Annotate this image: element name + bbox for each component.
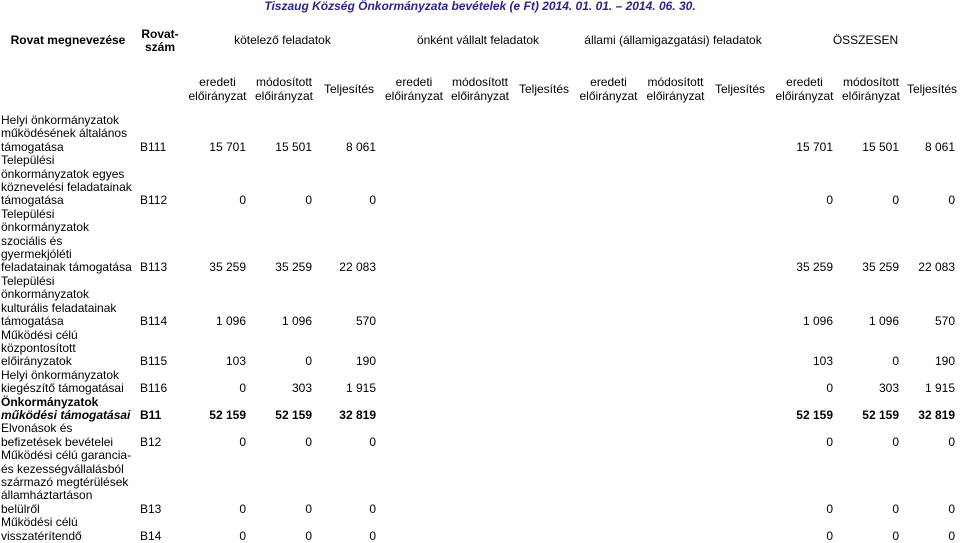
- cell-voluntary-original: [381, 449, 447, 516]
- cell-state-actual: [709, 275, 771, 329]
- table-row: [0, 422, 960, 449]
- header-original-estimate: eredeti előirányzat: [775, 75, 834, 103]
- table-row: [0, 329, 960, 369]
- cell-total-original: 52 159: [796, 407, 833, 422]
- header-rovatszam-line1: Rovat-: [141, 26, 179, 41]
- revenue-table: [0, 10, 960, 543]
- cell-voluntary-original: [381, 154, 447, 208]
- cell-voluntary-actual: [513, 422, 575, 449]
- cell-state-original: [575, 106, 642, 154]
- cell-mandatory-original: 0: [239, 501, 246, 516]
- row-code: B115: [140, 354, 168, 369]
- header-rovatszam-line2: szám: [144, 40, 176, 54]
- cell-mandatory-modified: 0: [305, 501, 312, 516]
- cell-mandatory-modified: 15 501: [275, 139, 312, 154]
- cell-state-modified: [642, 516, 709, 543]
- cell-voluntary-actual: [513, 208, 575, 275]
- cell-mandatory-actual: 0: [369, 528, 376, 543]
- header-rovat-megnevezese: Rovat megnevezése: [10, 33, 126, 48]
- cell-voluntary-modified: [447, 106, 513, 154]
- cell-voluntary-original: [381, 422, 447, 449]
- cell-total-modified: 303: [878, 381, 899, 396]
- row-name: Elvonások és befizetések bevételei: [1, 421, 114, 449]
- header-modified-estimate: módosított előirányzat: [841, 75, 901, 103]
- cell-voluntary-modified: [447, 275, 513, 329]
- row-name: Települési önkormányzatok egyes köznevelési feladatainak támogatása: [1, 153, 132, 208]
- cell-total-original: 0: [826, 434, 833, 449]
- row-name: Működési célú garancia- és kezességvállalásból származó megtérülések államháztartáson belülről: [1, 448, 132, 516]
- cell-mandatory-original: 0: [239, 193, 246, 208]
- cell-voluntary-actual: [513, 275, 575, 329]
- cell-total-modified: 0: [892, 434, 899, 449]
- cell-state-modified: [642, 208, 709, 275]
- cell-mandatory-actual: 0: [369, 501, 376, 516]
- header-row-groups: [0, 10, 960, 72]
- header-actual: Teljesítés: [323, 82, 375, 96]
- row-name-line1: Önkormányzatok: [1, 394, 99, 409]
- cell-voluntary-modified: [447, 449, 513, 516]
- header-modified-estimate: módosított előirányzat: [646, 75, 705, 103]
- cell-voluntary-actual: [513, 106, 575, 154]
- cell-voluntary-modified: [447, 154, 513, 208]
- cell-total-actual: 0: [948, 193, 955, 208]
- cell-total-original: 1 096: [802, 314, 833, 328]
- cell-total-original: 15 701: [796, 139, 833, 154]
- cell-total-original: 0: [826, 193, 833, 208]
- cell-total-actual: 32 819: [918, 407, 955, 422]
- row-name: Helyi önkormányzatok működésének általános támogatása: [1, 113, 128, 154]
- row-code: B14: [140, 528, 162, 543]
- row-name: Települési önkormányzatok kulturális feladatainak támogatása: [1, 273, 117, 329]
- cell-voluntary-actual: [513, 154, 575, 208]
- cell-state-actual: [709, 516, 771, 543]
- header-group-voluntary: önként vállalt feladatok: [416, 33, 540, 48]
- cell-voluntary-modified: [447, 396, 513, 423]
- cell-state-original: [575, 422, 642, 449]
- cell-total-actual: 1 915: [924, 381, 955, 396]
- cell-voluntary-modified: [447, 369, 513, 396]
- header-rovatszam: [136, 10, 184, 72]
- cell-mandatory-original: 35 259: [209, 260, 246, 275]
- header-empty: [0, 72, 136, 106]
- cell-total-modified: 0: [892, 354, 899, 369]
- cell-mandatory-modified: 35 259: [275, 260, 312, 275]
- header-group-mandatory: kötelező feladatok: [234, 33, 331, 48]
- cell-state-modified: [642, 396, 709, 423]
- cell-voluntary-original: [381, 106, 447, 154]
- cell-voluntary-actual: [513, 369, 575, 396]
- cell-total-modified: 0: [892, 193, 899, 208]
- cell-mandatory-actual: 1 915: [345, 381, 376, 396]
- header-original-estimate: eredeti előirányzat: [579, 75, 638, 103]
- table-row: [0, 449, 960, 516]
- cell-voluntary-original: [381, 369, 447, 396]
- row-code: B113: [140, 260, 168, 275]
- cell-mandatory-actual: 8 061: [345, 139, 376, 154]
- row-code: B116: [140, 381, 168, 396]
- table-row: [0, 106, 960, 154]
- row-name: Helyi önkormányzatok kiegészítő támogatásai: [1, 367, 124, 396]
- cell-state-modified: [642, 329, 709, 369]
- cell-total-modified: 35 259: [862, 260, 899, 275]
- cell-total-actual: 0: [948, 528, 955, 543]
- table-row: [0, 275, 960, 329]
- header-group-total: ÖSSZESEN: [832, 33, 899, 48]
- cell-mandatory-actual: 0: [369, 434, 376, 449]
- row-code: B13: [140, 501, 162, 516]
- cell-total-actual: 0: [948, 434, 955, 449]
- cell-total-original: 0: [826, 528, 833, 543]
- cell-total-original: 0: [826, 381, 833, 396]
- cell-total-actual: 0: [948, 501, 955, 516]
- row-code: B12: [140, 434, 162, 449]
- table-row: [0, 516, 960, 543]
- row-name: [0, 396, 136, 423]
- header-row-subcolumns: [0, 72, 960, 106]
- row-code: B11: [140, 407, 162, 422]
- cell-mandatory-actual: 32 819: [339, 407, 376, 422]
- cell-state-original: [575, 275, 642, 329]
- cell-voluntary-modified: [447, 422, 513, 449]
- cell-mandatory-actual: 570: [355, 314, 376, 328]
- table-row: [0, 369, 960, 396]
- row-name: Működési célú visszatérítendő: [1, 515, 82, 543]
- cell-state-original: [575, 449, 642, 516]
- header-group-state: állami (államigazgatási) feladatok: [584, 33, 762, 48]
- cell-voluntary-original: [381, 329, 447, 369]
- row-name: Települési önkormányzatok szociális és gyermekjóléti feladatainak támogatása: [1, 206, 132, 275]
- cell-total-modified: 52 159: [862, 407, 899, 422]
- cell-mandatory-original: 0: [239, 434, 246, 449]
- cell-voluntary-modified: [447, 516, 513, 543]
- table-row: [0, 154, 960, 208]
- cell-total-actual: 190: [934, 354, 955, 369]
- cell-state-original: [575, 396, 642, 423]
- row-code: B114: [140, 314, 168, 328]
- cell-mandatory-original: 15 701: [209, 139, 246, 154]
- row-name-line2: működési támogatásai: [1, 407, 131, 422]
- cell-mandatory-actual: 0: [369, 193, 376, 208]
- cell-total-actual: 570: [934, 314, 955, 328]
- header-modified-estimate: módosított előirányzat: [450, 75, 510, 103]
- table-row: [0, 208, 960, 275]
- cell-mandatory-original: 103: [225, 354, 246, 369]
- cell-total-modified: 15 501: [862, 139, 899, 154]
- cell-total-original: 35 259: [796, 260, 833, 275]
- cell-state-original: [575, 208, 642, 275]
- cell-state-original: [575, 154, 642, 208]
- cell-voluntary-modified: [447, 329, 513, 369]
- cell-voluntary-actual: [513, 449, 575, 516]
- cell-state-actual: [709, 208, 771, 275]
- cell-state-actual: [709, 449, 771, 516]
- header-original-estimate: eredeti előirányzat: [188, 75, 247, 103]
- cell-voluntary-original: [381, 396, 447, 423]
- cell-mandatory-modified: 0: [305, 354, 312, 369]
- cell-mandatory-original: 0: [239, 528, 246, 543]
- cell-mandatory-original: 52 159: [209, 407, 246, 422]
- cell-mandatory-modified: 303: [291, 381, 312, 396]
- header-empty: [136, 72, 184, 106]
- cell-state-modified: [642, 106, 709, 154]
- cell-state-modified: [642, 275, 709, 329]
- cell-voluntary-original: [381, 208, 447, 275]
- cell-mandatory-modified: 0: [305, 193, 312, 208]
- cell-voluntary-modified: [447, 208, 513, 275]
- cell-total-modified: 0: [892, 528, 899, 543]
- cell-state-actual: [709, 106, 771, 154]
- cell-voluntary-original: [381, 275, 447, 329]
- header-actual: Teljesítés: [906, 82, 958, 96]
- cell-voluntary-actual: [513, 516, 575, 543]
- cell-total-modified: 0: [892, 501, 899, 516]
- cell-state-original: [575, 516, 642, 543]
- row-code: B111: [140, 139, 167, 154]
- cell-mandatory-actual: 190: [355, 354, 376, 369]
- row-code: B112: [140, 193, 168, 208]
- cell-state-actual: [709, 422, 771, 449]
- cell-state-original: [575, 329, 642, 369]
- cell-total-actual: 8 061: [924, 139, 955, 154]
- cell-state-modified: [642, 422, 709, 449]
- cell-mandatory-modified: 0: [305, 434, 312, 449]
- cell-state-original: [575, 369, 642, 396]
- cell-total-actual: 22 083: [918, 260, 955, 275]
- page-title: Tiszaug Község Önkormányzata bevételek (e Ft) 2014. 01. 01. – 2014. 06. 30.: [264, 0, 696, 13]
- cell-total-original: 0: [826, 501, 833, 516]
- cell-mandatory-original: 1 096: [215, 314, 246, 328]
- cell-state-actual: [709, 369, 771, 396]
- cell-state-modified: [642, 154, 709, 208]
- cell-mandatory-modified: 0: [305, 528, 312, 543]
- cell-state-actual: [709, 396, 771, 423]
- cell-state-modified: [642, 449, 709, 516]
- header-actual: Teljesítés: [518, 82, 570, 96]
- cell-mandatory-actual: 22 083: [339, 260, 376, 275]
- cell-state-actual: [709, 154, 771, 208]
- cell-voluntary-original: [381, 516, 447, 543]
- header-modified-estimate: módosított előirányzat: [254, 75, 314, 103]
- cell-total-original: 103: [812, 354, 833, 369]
- cell-mandatory-modified: 1 096: [281, 314, 312, 328]
- header-original-estimate: eredeti előirányzat: [384, 75, 444, 103]
- cell-mandatory-modified: 52 159: [275, 407, 312, 422]
- cell-state-modified: [642, 369, 709, 396]
- cell-mandatory-original: 0: [239, 381, 246, 396]
- subtotal-row: [0, 396, 960, 423]
- cell-voluntary-actual: [513, 329, 575, 369]
- header-actual: Teljesítés: [714, 82, 766, 96]
- cell-total-modified: 1 096: [868, 314, 899, 328]
- cell-state-actual: [709, 329, 771, 369]
- cell-voluntary-actual: [513, 396, 575, 423]
- row-name: Működési célú központosított előirányzatok: [1, 327, 78, 369]
